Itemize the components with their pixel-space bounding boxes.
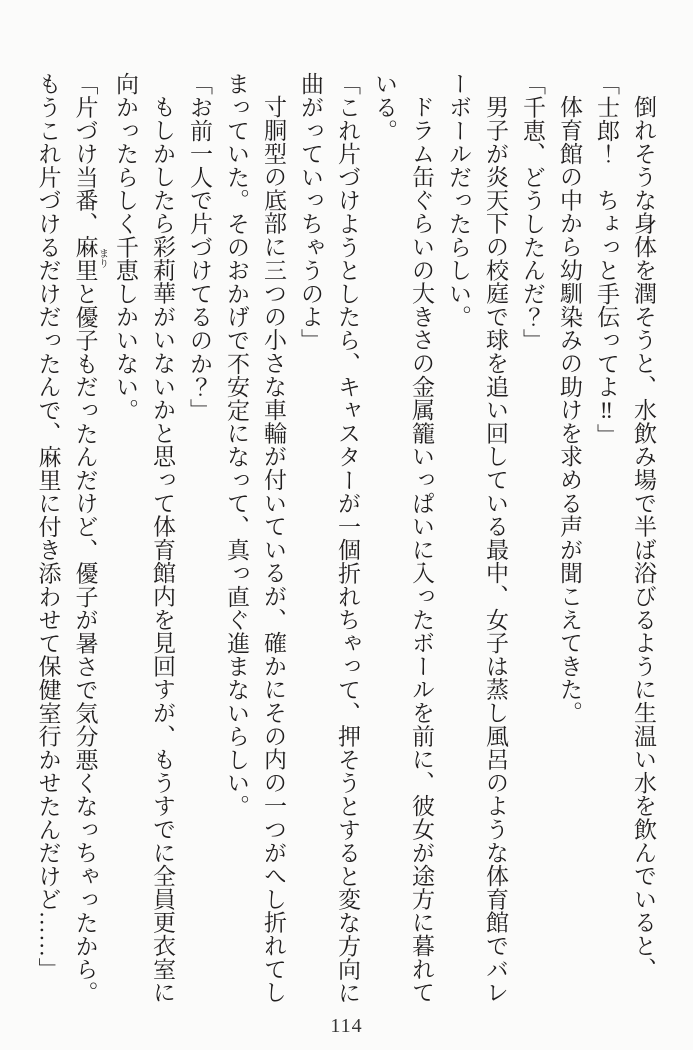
text-line: 「これ片づけようとしたら、キャスターが一個折れちゃって、押そうとすると変な方向に bbox=[335, 72, 360, 1004]
vertical-text-block bbox=[30, 72, 663, 1005]
ruby-word bbox=[72, 235, 108, 282]
text-line: 「千恵、どうしたんだ？」 bbox=[520, 72, 545, 352]
text-line: 倒れそうな身体を潤そうと、水飲み場で半ば浴びるように生温い水を飲んでいると、 bbox=[631, 95, 656, 981]
furigana-text: まり bbox=[96, 235, 108, 282]
ruby-line-after: と優子もだったんだけど、優子が暑さで気分悪くなっちゃったから。 bbox=[72, 281, 98, 1005]
text-line-with-ruby bbox=[67, 72, 108, 1005]
text-line: 寸胴型の底部に三つの小さな車輪が付いているが、確かにその内の一つがへし折れてし bbox=[261, 95, 286, 1004]
text-line: まっていた。そのおかげで不安定になって、真っ直ぐ進まないらしい。 bbox=[224, 72, 249, 818]
text-line: いる。 bbox=[372, 72, 397, 142]
page-number: 114 bbox=[330, 1015, 363, 1037]
text-line: もうこれ片づけるだけだったんで、麻里に付き添わせて保健室行かせたんだけど……」 bbox=[35, 72, 61, 981]
text-line: ドラム缶ぐらいの大きさの金属籠いっぱいに入ったボールを前に、彼女が途方に暮れて bbox=[409, 95, 434, 1004]
text-line: 体育館の中から幼馴染みの助けを求める声が聞こえてきた。 bbox=[557, 95, 582, 725]
text-line: 曲がっていっちゃうのよ」 bbox=[298, 72, 323, 352]
text-line: 「士郎！ ちょっと手伝ってよ‼」 bbox=[594, 72, 619, 447]
text-line: 向かったらしく千恵しかいない。 bbox=[113, 72, 138, 422]
text-line: もしかしたら彩莉華がいないかと思って体育館内を見回すが、もうすでに全員更衣室に bbox=[150, 95, 175, 1004]
ruby-base: 麻里 bbox=[72, 235, 98, 282]
text-line: ーボールだったらしい。 bbox=[446, 72, 471, 329]
ruby-line-before: 「片づけ当番、 bbox=[72, 72, 98, 236]
text-line: 「お前一人で片づけてるのか？」 bbox=[187, 72, 212, 422]
text-line: 男子が炎天下の校庭で球を追い回している最中、女子は蒸し風呂のような体育館でバレ bbox=[483, 95, 508, 1004]
